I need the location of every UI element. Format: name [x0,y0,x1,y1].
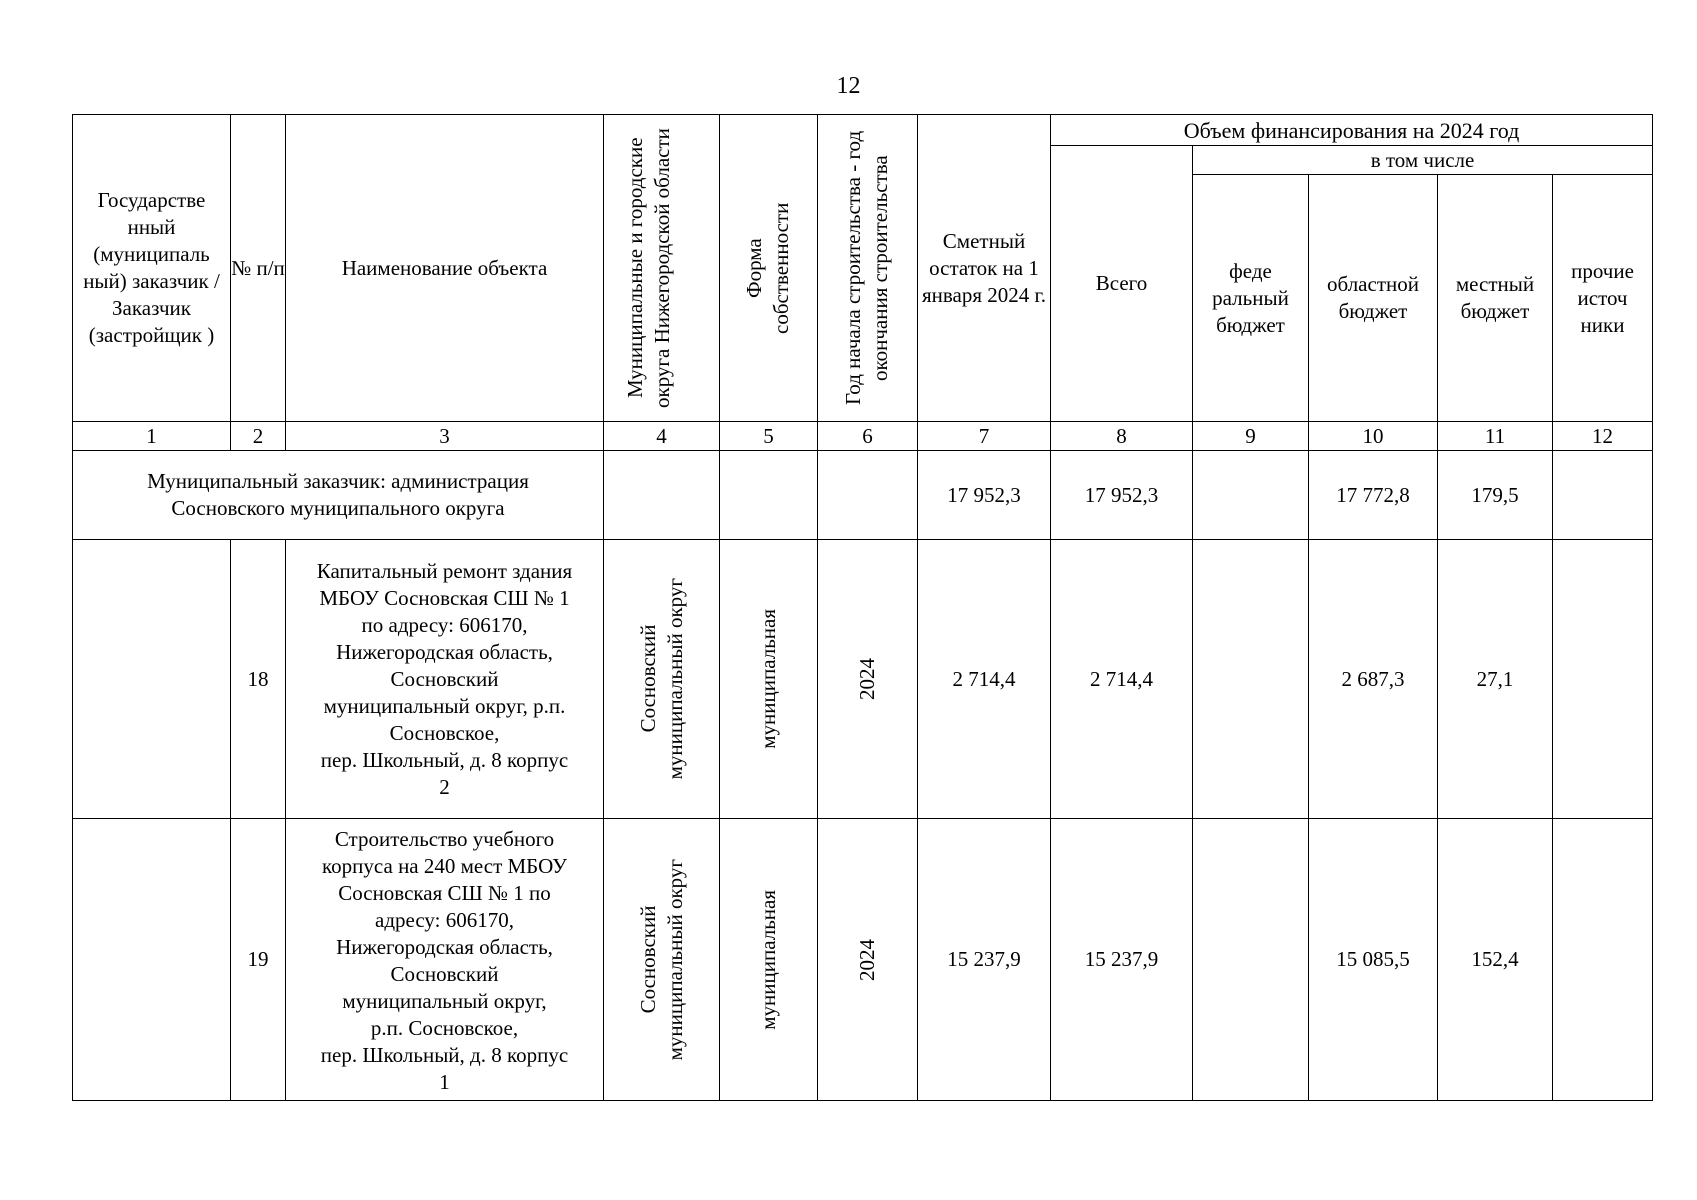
column-number: 7 [918,422,1051,451]
header-federal-budget: феде ральный бюджет [1193,175,1309,422]
customer-federal [1193,451,1309,540]
regional: 15 085,5 [1309,819,1438,1101]
object-name-line: по адресу: 606170, [361,612,528,637]
customer-label: Муниципальный заказчик: администрация Сосновского муниципального округа [73,451,604,540]
object-name-line: Сосновская СШ № 1 по [338,880,551,905]
district [604,819,720,1101]
table-row [73,540,1653,819]
column-number: 2 [231,422,286,451]
object-name-line: Сосновский [390,666,499,691]
header-row-1 [73,115,1653,146]
object-name-line: пер. Школьный, д. 8 корпус [320,1042,569,1067]
cell-empty [818,451,918,540]
header-estimated-balance: Сметный остаток на 1 января 2024 г. [918,115,1051,422]
object-name-line: корпуса на 240 мест МБОУ [322,853,567,878]
customer-regional: 17 772,8 [1309,451,1438,540]
header-regional-budget: областной бюджет [1309,175,1438,422]
header-including: в том числе [1193,146,1653,175]
column-number: 10 [1309,422,1438,451]
object-name-line: Капитальный ремонт здания [316,558,573,583]
cell-empty [720,451,818,540]
estimated-balance: 15 237,9 [918,819,1051,1101]
other [1553,540,1653,819]
district [604,540,720,819]
object-name-line: Нижегородская область, [336,934,553,959]
customer-total: 17 952,3 [1051,451,1193,540]
local: 152,4 [1438,819,1553,1101]
header-number: № п/п [231,115,286,422]
object-name-line: р.п. Сосновское, [370,1015,519,1040]
district-line: муниципальный округ [662,858,687,1061]
total: 2 714,4 [1051,540,1193,819]
total: 15 237,9 [1051,819,1193,1101]
object-name-line: пер. Школьный, д. 8 корпус [320,747,569,772]
table-row [73,819,1653,1101]
object-name-line: Нижегородская область, [336,639,553,664]
header-ownership-form: Форма собственности [720,115,818,422]
federal [1193,540,1309,819]
cell-empty [73,540,231,819]
customer-other [1553,451,1653,540]
object-name-line: Строительство учебного [334,826,555,851]
header-other-sources: прочие источ ники [1553,175,1653,422]
object-name-line: Сосновское, [389,720,500,745]
estimated-balance: 2 714,4 [918,540,1051,819]
column-number: 3 [286,422,604,451]
district-line: муниципальный округ [662,578,687,780]
header-construction-years: Год начала строительства - год окончания строительства [818,115,918,422]
page-number: 12 [836,73,861,99]
regional: 2 687,3 [1309,540,1438,819]
header-funding-volume: Объем финансирования на 2024 год [1051,115,1653,146]
column-number: 5 [720,422,818,451]
cell-empty [73,819,231,1101]
column-number: 11 [1438,422,1553,451]
object-name-line: 2 [439,774,450,799]
other [1553,819,1653,1101]
ownership: муниципальная [720,819,818,1101]
column-number: 8 [1051,422,1193,451]
object-name-line: муниципальный округ, [342,988,547,1013]
customer-row [73,451,1653,540]
header-object-name: Наименование объекта [286,115,604,422]
construction-years: 2024 [818,819,918,1101]
row-number: 18 [231,540,286,819]
funding-table [72,114,1653,1101]
column-number: 6 [818,422,918,451]
customer-estimated-balance: 17 952,3 [918,451,1051,540]
column-number: 4 [604,422,720,451]
object-name-line: адресу: 606170, [375,907,514,932]
object-name-line: 1 [439,1069,450,1094]
column-number-row [73,422,1653,451]
column-number: 9 [1193,422,1309,451]
object-name-line: МБОУ Сосновская СШ № 1 [319,585,570,610]
header-local-budget: местный бюджет [1438,175,1553,422]
row-number: 19 [231,819,286,1101]
header-municipal-districts: Муниципальные и городские округа Нижегородской области [604,115,720,422]
district-line: Сосновский [635,625,660,733]
header-total: Всего [1051,146,1193,422]
local: 27,1 [1438,540,1553,819]
header-customer: Государстве нный (муниципаль ный) заказчик / Заказчик (застройщик ) [73,115,231,422]
object-name [286,819,604,1101]
construction-years: 2024 [818,540,918,819]
cell-empty [604,451,720,540]
district-line: Сосновский [635,905,660,1014]
object-name-line: муниципальный округ, р.п. [323,693,566,718]
column-number: 1 [73,422,231,451]
federal [1193,819,1309,1101]
ownership: муниципальная [720,540,818,819]
object-name [286,540,604,819]
column-number: 12 [1553,422,1653,451]
customer-local: 179,5 [1438,451,1553,540]
object-name-line: Сосновский [390,961,499,986]
